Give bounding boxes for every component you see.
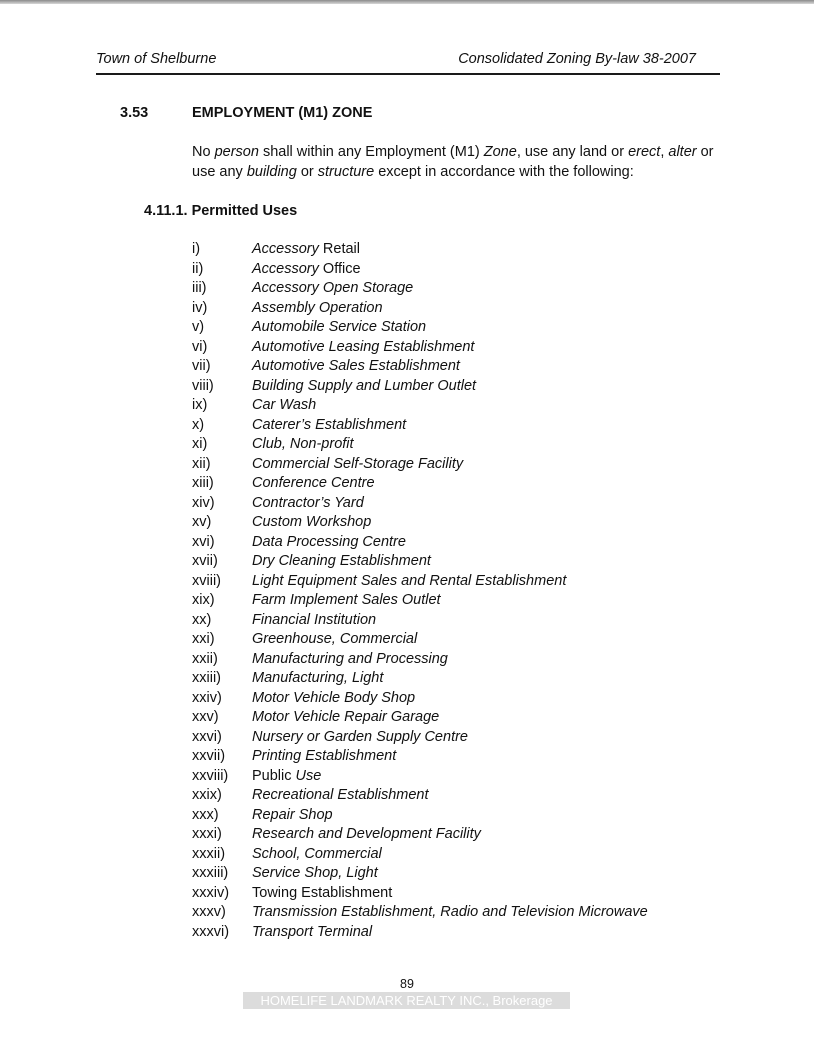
intro-text: or use any	[192, 144, 714, 180]
intro-paragraph	[192, 142, 732, 182]
use-term: Transmission Establishment, Radio and Television Microwave	[252, 904, 648, 920]
header-document-title: Consolidated Zoning By-law 38-2007	[458, 51, 696, 67]
list-item	[192, 533, 648, 553]
list-item-number: x)	[192, 416, 205, 433]
list-item	[192, 611, 648, 631]
use-term: Farm Implement Sales Outlet	[252, 592, 441, 608]
list-item	[192, 474, 648, 494]
list-item-label	[252, 826, 481, 842]
permitted-uses-list	[192, 240, 648, 942]
list-item-label	[252, 456, 463, 472]
list-item	[192, 357, 648, 377]
list-item-number: xxxvi)	[192, 923, 230, 940]
list-item	[192, 923, 648, 943]
viewer-top-edge	[0, 0, 814, 4]
list-item	[192, 650, 648, 670]
use-term: Automotive Leasing Establishment	[252, 338, 475, 355]
list-item-number: xviii)	[192, 572, 221, 589]
use-term: Custom Workshop	[252, 514, 372, 530]
list-item-label	[252, 748, 396, 764]
list-item-number: xxxv)	[192, 904, 226, 920]
list-item-number: xxii)	[192, 650, 218, 667]
intro-text: shall within any Employment (M1)	[258, 144, 484, 160]
list-item	[192, 338, 648, 358]
use-term: Manufacturing and Processing	[252, 650, 448, 667]
list-item-number: xxxii)	[192, 845, 226, 862]
intro-text: , use any land or	[516, 144, 629, 160]
list-item-number: iii)	[192, 280, 207, 296]
list-item-label	[252, 339, 474, 355]
list-item-label	[252, 846, 382, 862]
list-item	[192, 416, 648, 436]
list-item	[192, 572, 648, 592]
use-term: Recreational Establishment	[252, 787, 429, 803]
list-item	[192, 396, 648, 416]
list-item	[192, 728, 648, 748]
list-item-label	[252, 631, 417, 647]
list-item-number: v)	[192, 319, 205, 335]
list-item	[192, 767, 648, 787]
list-item-label	[252, 358, 460, 374]
brokerage-watermark: HOMELIFE LANDMARK REALTY INC., Brokerage	[243, 992, 570, 1009]
list-item-number: xvii)	[192, 553, 218, 569]
list-item-number: xxix)	[192, 787, 222, 803]
list-item	[192, 630, 648, 650]
list-item	[192, 240, 648, 260]
list-item	[192, 845, 648, 865]
use-term: Caterer’s Establishment	[252, 416, 407, 433]
list-item-label	[252, 514, 371, 530]
list-item-number: xxxiv)	[192, 884, 230, 901]
use-term: Light Equipment Sales and Rental Establishment	[252, 572, 567, 589]
list-item-number: xi)	[192, 436, 208, 452]
list-item-number: ii)	[192, 260, 204, 277]
list-item-label	[252, 651, 448, 667]
use-term: Motor Vehicle Repair Garage	[252, 709, 440, 725]
use-text: Retail	[318, 241, 360, 257]
permitted-uses-heading: 4.11.1. Permitted Uses	[144, 203, 298, 219]
list-item	[192, 552, 648, 572]
list-item	[192, 786, 648, 806]
list-item	[192, 318, 648, 338]
list-item-number: xiv)	[192, 494, 215, 511]
list-item-number: xxviii)	[192, 767, 229, 784]
use-term: Dry Cleaning Establishment	[252, 553, 431, 569]
list-item-label	[252, 885, 392, 901]
list-item-label	[252, 709, 439, 725]
list-item-number: iv)	[192, 299, 208, 316]
list-item-label	[252, 417, 406, 433]
use-term: Automobile Service Station	[252, 319, 427, 335]
list-item-number: xvi)	[192, 533, 215, 550]
use-term: School, Commercial	[252, 845, 382, 862]
use-term: Nursery or Garden Supply Centre	[252, 728, 468, 745]
list-item-label	[252, 319, 426, 335]
list-item-number: xxiii)	[192, 670, 221, 686]
list-item-label	[252, 378, 476, 394]
page-header	[96, 49, 720, 75]
list-item-label	[252, 261, 361, 277]
intro-term: erect	[628, 144, 661, 160]
list-item	[192, 494, 648, 514]
list-item-number: xix)	[192, 592, 215, 608]
use-term: Printing Establishment	[252, 748, 397, 764]
list-item	[192, 903, 648, 923]
list-item-number: xii)	[192, 455, 211, 472]
list-item-label	[252, 495, 364, 511]
list-item	[192, 747, 648, 767]
use-term: Financial Institution	[252, 611, 377, 628]
list-item	[192, 669, 648, 689]
list-item-label	[252, 807, 333, 823]
use-term: Automotive Sales Establishment	[252, 358, 460, 374]
use-term: Manufacturing, Light	[252, 670, 384, 686]
header-municipality: Town of Shelburne	[96, 51, 217, 67]
list-item-number: vi)	[192, 338, 208, 355]
intro-term: building	[246, 164, 297, 180]
list-item	[192, 884, 648, 904]
list-item-label	[252, 865, 378, 881]
list-item	[192, 377, 648, 397]
intro-term: structure	[317, 164, 375, 180]
use-term: Motor Vehicle Body Shop	[252, 689, 416, 706]
list-item-label	[252, 787, 429, 803]
list-item-label	[252, 612, 376, 628]
list-item-label	[252, 397, 316, 413]
list-item-label	[252, 475, 375, 491]
use-term: Assembly Operation	[252, 299, 383, 316]
use-term: Club, Non-profit	[252, 436, 354, 452]
use-term: Use	[295, 767, 322, 784]
page-number: 89	[400, 977, 414, 991]
list-item	[192, 689, 648, 709]
use-term: Data Processing Centre	[252, 533, 406, 550]
intro-text: except in accordance with the following:	[374, 164, 634, 180]
use-term: Accessory Open Storage	[252, 280, 414, 296]
use-text: Public	[252, 767, 296, 784]
intro-text: No	[192, 144, 215, 160]
use-term: Repair Shop	[252, 806, 333, 823]
list-item-number: xx)	[192, 611, 212, 628]
list-item-label	[252, 670, 383, 686]
list-item	[192, 864, 648, 884]
list-item	[192, 591, 648, 611]
intro-text: or	[296, 164, 318, 180]
list-item-number: ix)	[192, 397, 208, 413]
list-item	[192, 513, 648, 533]
list-item-number: xxvi)	[192, 728, 222, 745]
intro-term: person	[214, 144, 259, 160]
list-item-number: xiii)	[192, 475, 214, 491]
list-item	[192, 260, 648, 280]
use-term: Conference Centre	[252, 475, 375, 491]
list-item-number: xxi)	[192, 631, 215, 647]
list-item	[192, 825, 648, 845]
list-item-label	[252, 534, 406, 550]
use-term: Accessory	[252, 260, 319, 277]
section-title: EMPLOYMENT (M1) ZONE	[192, 105, 373, 121]
use-term: Commercial Self-Storage Facility	[252, 455, 464, 472]
use-term: Transport Terminal	[252, 923, 373, 940]
list-item-number: xv)	[192, 514, 212, 530]
use-term: Building Supply and Lumber Outlet	[252, 377, 477, 394]
list-item-label	[252, 241, 360, 257]
use-term: Accessory	[252, 241, 319, 257]
use-text: Office	[318, 260, 361, 277]
section-number: 3.53	[120, 105, 149, 121]
list-item	[192, 279, 648, 299]
list-item-number: xxxi)	[192, 826, 222, 842]
list-item	[192, 806, 648, 826]
list-item-label	[252, 280, 413, 296]
list-item-label	[252, 592, 441, 608]
list-item-number: xxvii)	[192, 748, 226, 764]
intro-term: Zone	[483, 144, 517, 160]
use-term: Contractor’s Yard	[252, 494, 364, 511]
use-text: Towing Establishment	[252, 884, 393, 901]
list-item-number: vii)	[192, 358, 211, 374]
use-term: Greenhouse, Commercial	[252, 631, 418, 647]
list-item-label	[252, 729, 468, 745]
intro-text: ,	[660, 144, 669, 160]
list-item-number: xxx)	[192, 806, 219, 823]
list-item-number: xxiv)	[192, 689, 222, 706]
list-item-label	[252, 300, 383, 316]
list-item	[192, 455, 648, 475]
use-term: Car Wash	[252, 397, 317, 413]
list-item-label	[252, 573, 566, 589]
list-item-label	[252, 904, 648, 920]
list-item	[192, 299, 648, 319]
list-item-label	[252, 553, 431, 569]
use-term: Service Shop, Light	[252, 865, 378, 881]
intro-term: alter	[668, 144, 697, 160]
list-item	[192, 435, 648, 455]
list-item-label	[252, 690, 415, 706]
list-item-label	[252, 768, 321, 784]
list-item-label	[252, 924, 372, 940]
list-item-label	[252, 436, 354, 452]
list-item-number: viii)	[192, 377, 214, 394]
list-item-number: xxxiii)	[192, 865, 229, 881]
use-term: Research and Development Facility	[252, 826, 481, 842]
list-item	[192, 708, 648, 728]
list-item-number: i)	[192, 241, 201, 257]
list-item-number: xxv)	[192, 709, 219, 725]
